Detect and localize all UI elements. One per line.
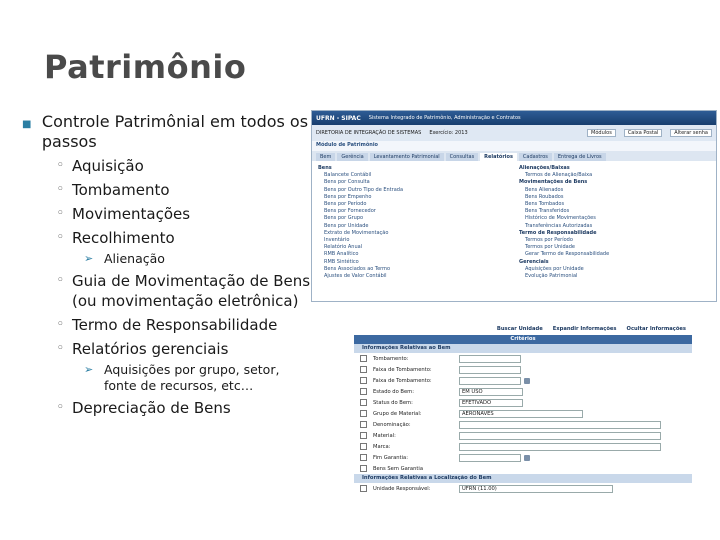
form-row: Grupo de Material: AERONAVES xyxy=(354,408,692,419)
criteria-caption: Critérios xyxy=(354,335,692,344)
system-header: UFRN - SIPAC Sistema Integrado de Patrimônio, Administração e Contratos xyxy=(312,111,716,125)
form-row: Status do Bem: EFETIVADO xyxy=(354,397,692,408)
report-link: Bens por Consulta xyxy=(324,179,370,186)
report-link: Evolução Patrimonial xyxy=(525,273,578,280)
report-link: Bens Roubados xyxy=(525,193,564,200)
form-row: Material: xyxy=(354,430,692,441)
report-link: Bens Tombados xyxy=(525,201,565,208)
arrow-bullet-icon: ➢ xyxy=(84,363,94,376)
report-link: Histórico de Movimentações xyxy=(525,215,596,222)
form-toolbar: Buscar Unidade Expandir Informações Ocultar Informações xyxy=(496,326,686,332)
report-group: Termo de Responsabilidade xyxy=(519,229,597,236)
tab-active: Relatórios xyxy=(480,153,517,161)
list-item: ◦ Guia de Movimentação de Bens (ou movimentação eletrônica) xyxy=(56,272,311,310)
report-link: Termos de Alienação/Baixa xyxy=(525,172,593,179)
report-link: Termos por Período xyxy=(525,237,573,244)
sipac-reports-screenshot xyxy=(311,110,717,302)
report-link: Bens Transferidos xyxy=(525,208,570,215)
tab-bar xyxy=(312,151,716,161)
report-link: Gerar Termo de Responsabilidade xyxy=(525,251,610,258)
list-item: ◦ Aquisição xyxy=(56,157,144,175)
form-row: Faixa de Tombamento: xyxy=(354,375,692,386)
report-link: Bens por Fornecedor xyxy=(324,208,376,215)
list-item: ◦ Recolhimento xyxy=(56,229,175,247)
report-link: Bens por Grupo xyxy=(324,215,364,222)
bullet-list xyxy=(22,112,312,418)
tab: Gerência xyxy=(337,153,367,161)
report-link: RMB Sintético xyxy=(324,258,359,265)
report-link: Bens por Empenho xyxy=(324,193,372,200)
tab: Entrega de Livros xyxy=(554,153,606,161)
user-info-bar: DIRETORIA DE INTEGRAÇÃO DE SISTEMAS Exercício: 2013 Módulos Caixa Postal Alterar senha xyxy=(312,125,716,141)
section-header: Informações Relativas a Localização do Bem xyxy=(354,474,692,483)
list-item: ◦ Movimentações xyxy=(56,205,191,223)
report-link: Transferências Autorizadas xyxy=(525,222,593,229)
list-item: ◦ Relatórios gerenciais xyxy=(56,340,229,358)
report-link: Bens Alienados xyxy=(525,186,564,193)
sub-list-item: ➢ Alienação xyxy=(84,251,165,266)
report-link: Bens por Período xyxy=(324,201,367,208)
list-item: ◦ Tombamento xyxy=(56,181,170,199)
form-row: Bens Sem Garantia xyxy=(354,463,692,474)
arrow-bullet-icon: ➢ xyxy=(84,252,94,265)
report-link: RMB Analítico xyxy=(324,251,359,258)
square-bullet-icon: ■ xyxy=(22,119,32,130)
report-link: Termos por Unidade xyxy=(525,244,575,251)
section-header: Informações Relativas ao Bem xyxy=(354,344,692,353)
tab: Cadastros xyxy=(519,153,552,161)
form-row: Marca: xyxy=(354,441,692,452)
criteria-form-screenshot xyxy=(354,323,692,535)
form-row: Faixa de Tombamento: xyxy=(354,364,692,375)
report-link: Aquisições por Unidade xyxy=(525,265,584,272)
report-link: Relatório Anual xyxy=(324,244,363,251)
report-link: Bens Associados ao Termo xyxy=(324,265,391,272)
main-bullet-text: Controle Patrimônial em todos os passos xyxy=(41,112,309,151)
report-menu: Bens Balancete Contábil Bens por Consulta Bens por Outro Tipo de Entrada Bens por Empenho Bens por Período Bens por Fornecedor Bens por Grupo Bens por Unidade Extrato de Movimentação Inventário Relatório Anual RMB Analítico RMB Sintético Bens Associados ao Termo Ajustes de Valor Contábil Alienações/Baixas Termos de Alienação/Baixa Movimentações de Bens Bens Alienados Bens Roubados Bens Tombados Bens Transferidos Histórico de Movimentações Transferências Autorizadas Termo de Responsabilidade Termos por Período Termos por Unidade Gerar Termo de Responsabilidade Gerenciais Aquisições por Unidade Evolução Patrimonial xyxy=(312,161,716,284)
form-row: Denominação: xyxy=(354,419,692,430)
main-bullet xyxy=(22,112,312,152)
unit-row: Unidade Responsável: UFRN (11.00) xyxy=(354,483,692,494)
tab: Levantamento Patrimonial xyxy=(370,153,444,161)
report-link: Bens por Outro Tipo de Entrada xyxy=(324,186,404,193)
list-item: ◦ Termo de Responsabilidade xyxy=(56,316,278,334)
report-link: Balancete Contábil xyxy=(324,172,372,179)
form-row: Tombamento: xyxy=(354,353,692,364)
form-row: Estado do Bem: EM USO xyxy=(354,386,692,397)
report-group: Gerenciais xyxy=(519,258,549,265)
report-link: Extrato de Movimentação xyxy=(324,229,389,236)
module-label: Módulo de Patrimônio xyxy=(312,141,716,151)
tab: Bem xyxy=(316,153,335,161)
list-item: ◦ Depreciação de Bens xyxy=(56,399,231,417)
report-link: Bens por Unidade xyxy=(324,222,369,229)
report-link: Inventário xyxy=(324,237,350,244)
report-link: Ajustes de Valor Contábil xyxy=(324,273,387,280)
report-group: Alienações/Baixas xyxy=(519,165,570,171)
slide-title: Patrimônio xyxy=(44,48,247,86)
sub-list-item: ➢ Aquisições por grupo, setor, fonte de recursos, etc… xyxy=(84,362,280,393)
form-row: Fim Garantia: xyxy=(354,452,692,463)
tab: Consultas xyxy=(446,153,479,161)
report-group: Movimentações de Bens xyxy=(519,179,588,186)
